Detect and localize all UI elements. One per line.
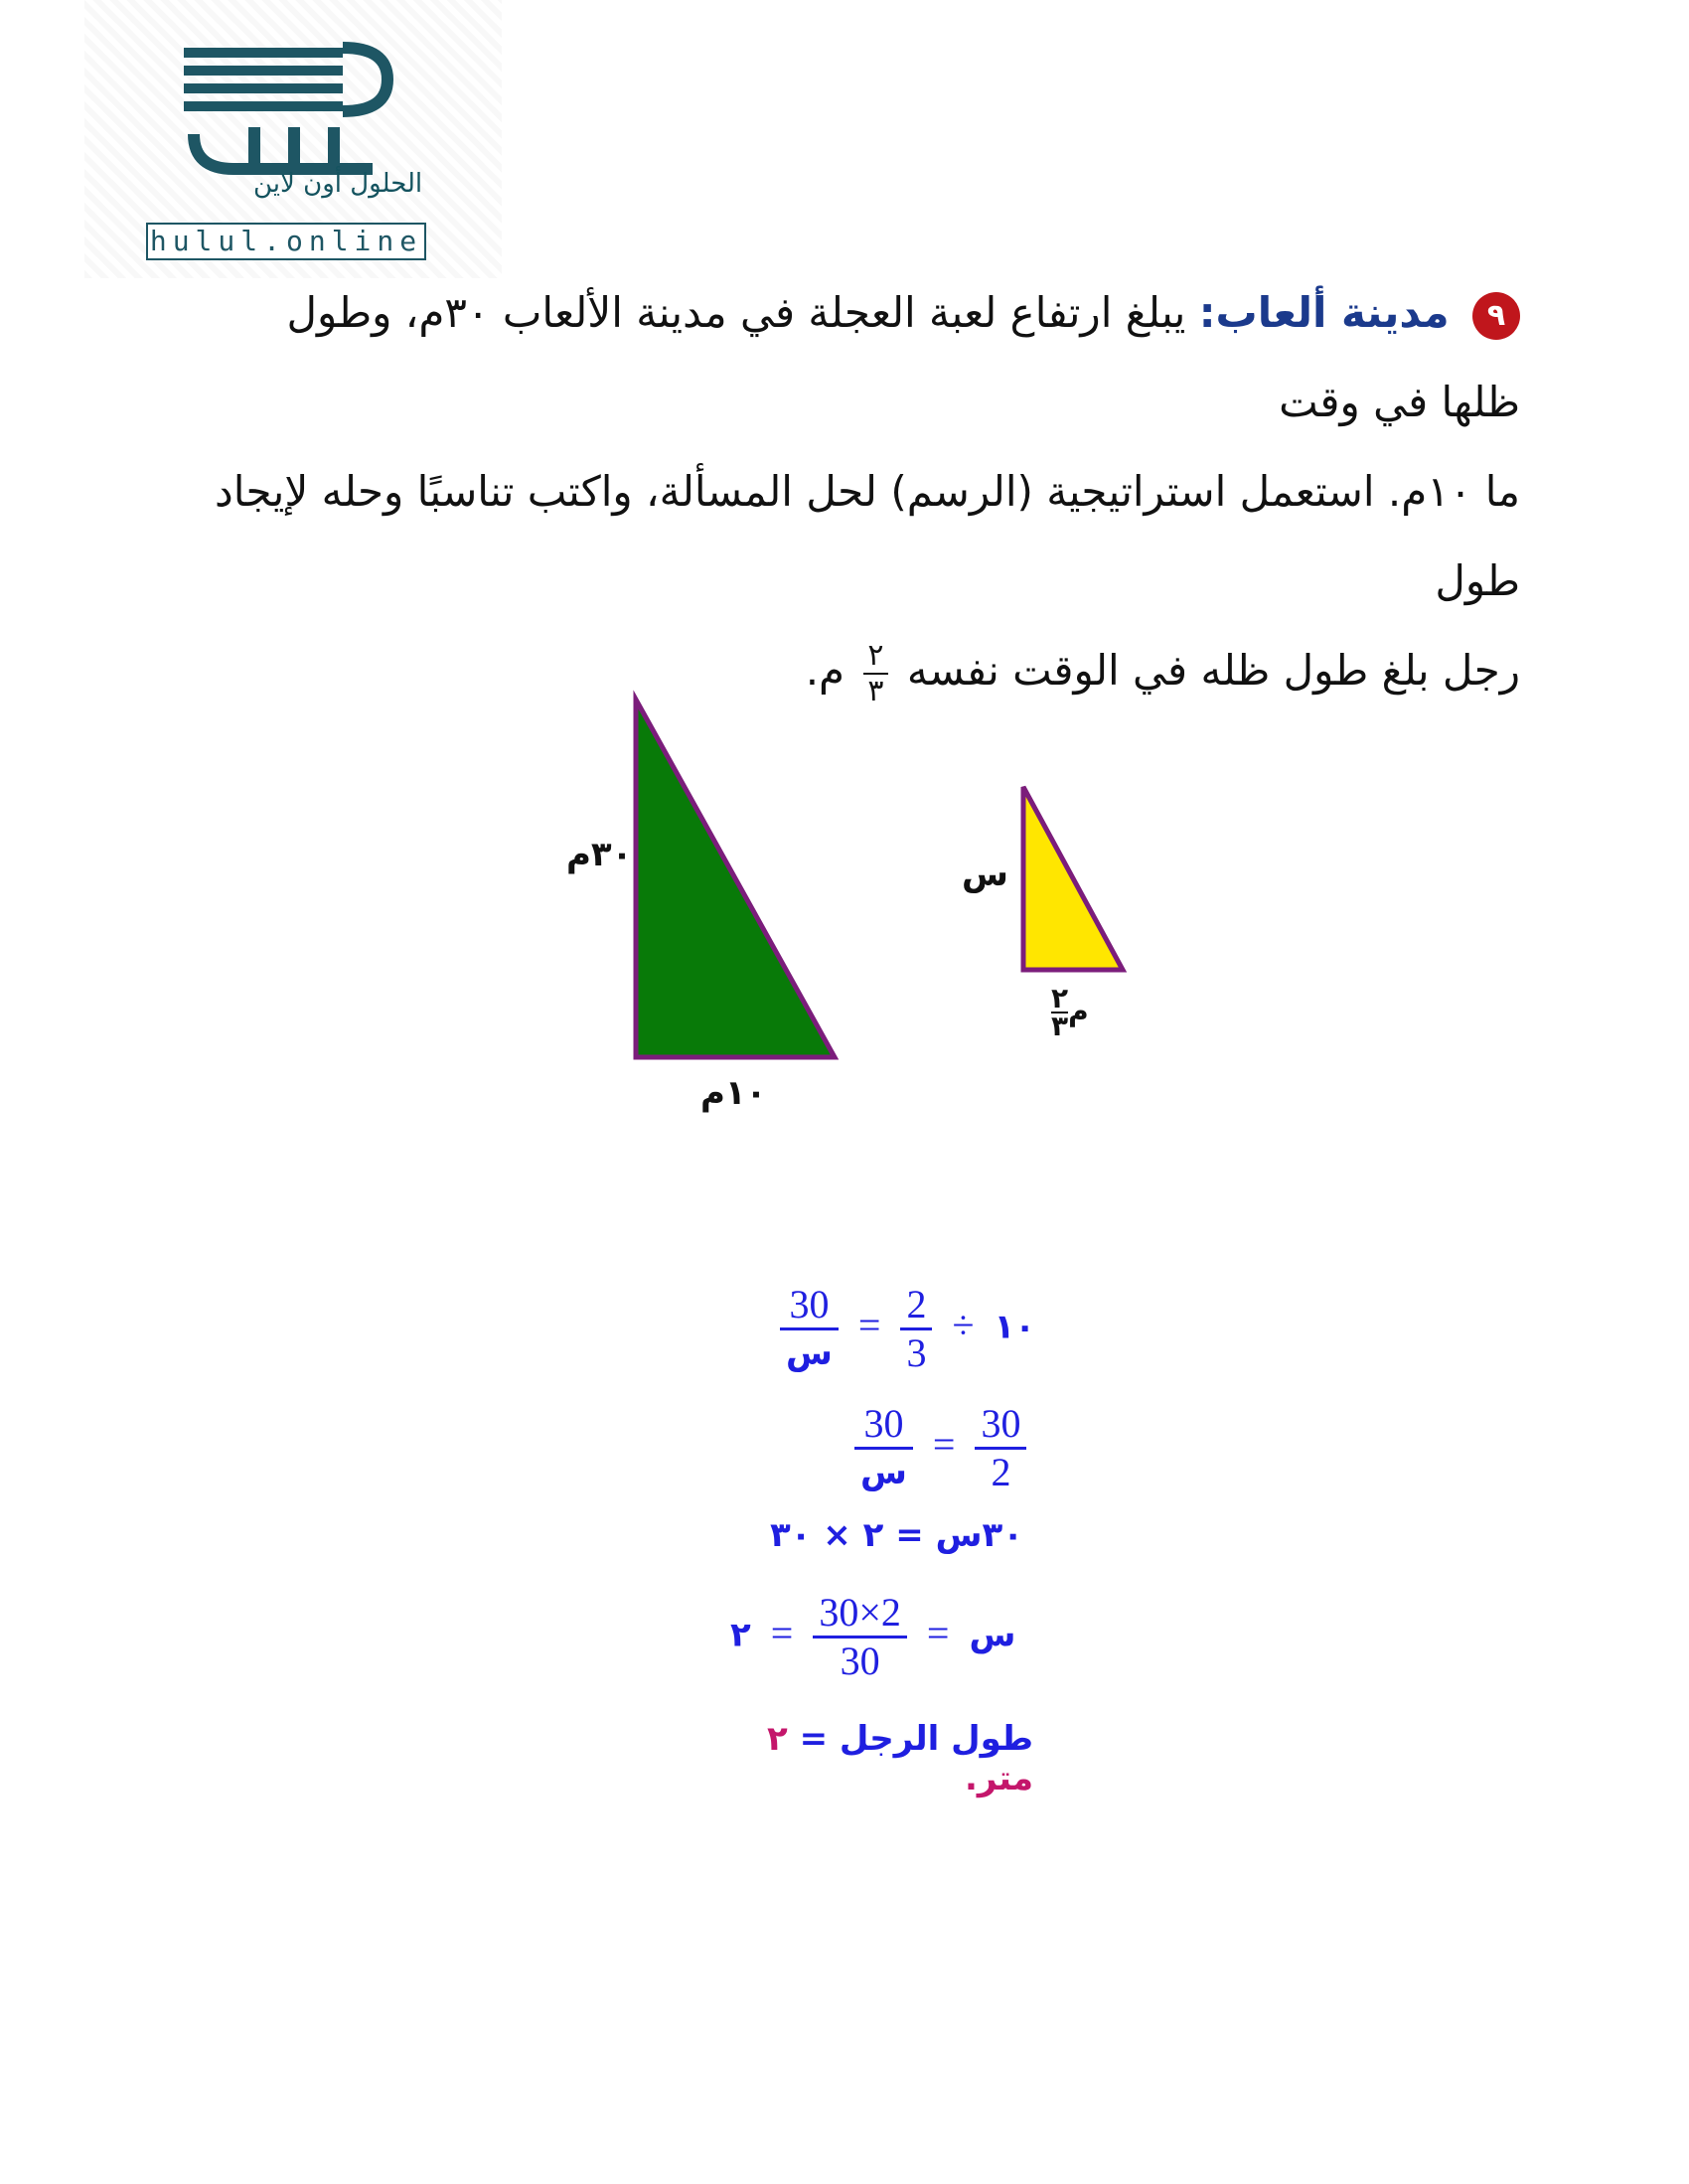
- eq1-right-num: 2: [900, 1282, 932, 1330]
- eq4-result: ٢: [730, 1615, 751, 1655]
- eq1-divide: ÷: [952, 1302, 975, 1347]
- eq2-right-num: 30: [975, 1401, 1026, 1450]
- solution-step-4: [730, 1590, 1015, 1684]
- eq1-left-den: س: [786, 1333, 833, 1373]
- site-logo: [84, 0, 502, 278]
- small-triangle: [1023, 787, 1123, 970]
- small-base-num: ٢: [1051, 982, 1069, 1014]
- big-base-label: ١٠م: [700, 1073, 767, 1113]
- diagram-svg: [0, 673, 1689, 1133]
- logo-url: hulul.online: [146, 223, 426, 260]
- small-height-label: س: [962, 855, 1008, 894]
- final-answer-line: [695, 1719, 1033, 1798]
- eq1-right-fraction: [900, 1282, 932, 1376]
- big-height-label: ٣٠م: [566, 835, 633, 874]
- eq4-equals-2: =: [770, 1610, 794, 1655]
- eq2-left-fraction: [854, 1401, 913, 1495]
- eq2-equals: =: [932, 1421, 956, 1467]
- big-triangle: [636, 700, 835, 1057]
- problem-text-1: يبلغ ارتفاع لعبة العجلة في مدينة الألعاب ٣٠م، وطول ظلها في وقت: [286, 288, 1520, 426]
- problem-title: مدينة ألعاب:: [1198, 288, 1450, 337]
- eq1-left-num: 30: [780, 1282, 839, 1330]
- eq1-divisor: ١٠: [994, 1307, 1035, 1347]
- solution-step-1: [780, 1282, 1035, 1376]
- small-base-unit: م: [1068, 995, 1089, 1027]
- eq4-num: 30×2: [813, 1590, 907, 1638]
- problem-line-1: [209, 268, 1520, 447]
- problem-unit: م.: [805, 646, 845, 695]
- eq2-right-den: 2: [991, 1450, 1011, 1494]
- final-label: طول الرجل =: [787, 1719, 1033, 1759]
- book-logo-icon: [174, 40, 402, 179]
- problem-text-3: رجل بلغ طول ظله في الوقت نفسه: [906, 646, 1520, 695]
- problem-number: ٩: [1472, 292, 1520, 340]
- eq1-left-fraction: [780, 1282, 839, 1376]
- eq2-left-den: س: [860, 1453, 907, 1492]
- fraction-numerator: ٢: [863, 639, 887, 675]
- logo-subtitle: الحلول أون لاين: [253, 169, 423, 199]
- small-base-fraction: [1051, 982, 1069, 1042]
- small-base-label: [1051, 982, 1089, 1042]
- eq4-fraction: [813, 1590, 907, 1684]
- eq1-right-den: 3: [906, 1330, 927, 1375]
- solution-step-2: [854, 1401, 1026, 1495]
- eq1-equals: =: [857, 1302, 881, 1347]
- eq2-right-fraction: [975, 1401, 1026, 1495]
- solution-step-3: ٣٠س = ٢ × ٣٠: [769, 1515, 1023, 1555]
- small-base-den: ٣: [1051, 1010, 1069, 1042]
- problem-statement: [209, 268, 1520, 715]
- problem-line-2: ما ١٠م. استعمل استراتيجية (الرسم) لحل المسألة، واكتب تناسبًا وحله لإيجاد طول: [215, 467, 1520, 605]
- fraction-denominator: ٣: [867, 673, 884, 708]
- final-answer: ٢ متر.: [766, 1719, 1033, 1798]
- triangles-diagram: [0, 673, 1689, 1133]
- eq4-variable: س: [969, 1615, 1016, 1655]
- eq4-den: 30: [840, 1638, 880, 1683]
- eq4-equals-1: =: [926, 1610, 950, 1655]
- eq2-left-num: 30: [854, 1401, 913, 1450]
